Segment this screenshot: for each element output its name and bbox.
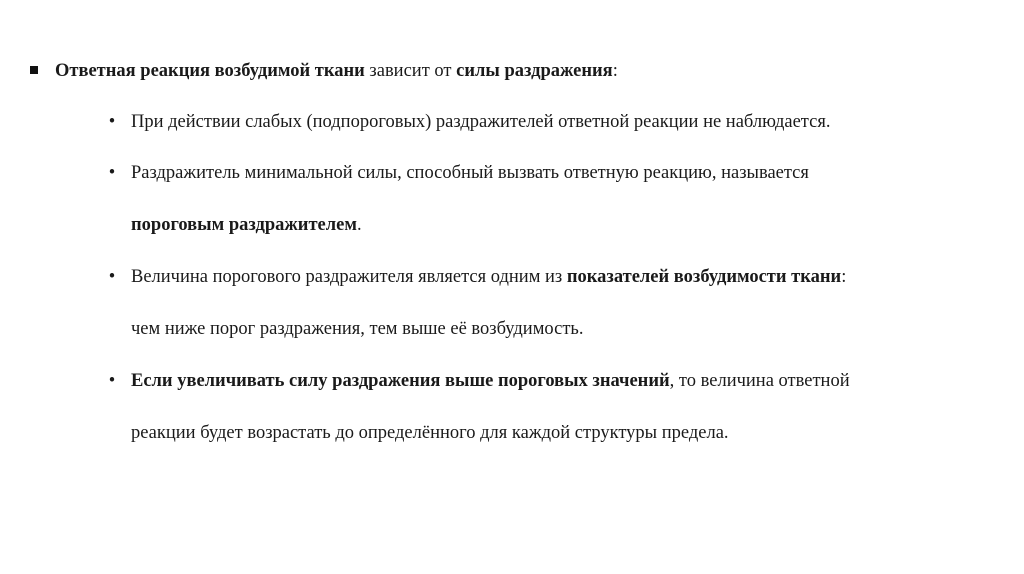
sub-item-3-bold: показателей возбудимости ткани <box>566 267 842 287</box>
sub-item-2-line2 <box>131 212 362 238</box>
sub-item-3-line2: чем ниже порог раздражения, тем выше её возбудимость. <box>131 319 584 339</box>
sub-item-2-text: Раздражитель минимальной силы, способный вызвать ответную реакцию, называется <box>131 163 809 183</box>
dot-bullet-icon: • <box>108 371 116 391</box>
main-text-2: : <box>612 61 618 81</box>
main-bold-2: силы раздражения <box>456 61 613 81</box>
sub-item-3-tail: : <box>841 267 847 287</box>
square-bullet-icon <box>30 66 38 74</box>
sub-item-2-tail: . <box>356 215 362 235</box>
main-bold-1: Ответная реакция возбудимой ткани <box>55 61 365 81</box>
main-bullet-item <box>30 58 618 84</box>
sub-item-2-bold: пороговым раздражителем <box>131 215 357 235</box>
dot-bullet-icon: • <box>108 163 116 183</box>
sub-item-4-tail: , то величина ответной <box>669 371 850 391</box>
dot-bullet-icon: • <box>108 112 116 132</box>
sub-item-3-pre: Величина порогового раздражителя является одним из <box>131 267 567 287</box>
main-text-1: зависит от <box>364 61 457 81</box>
sub-item-4-line1 <box>131 368 850 394</box>
sub-item-3-line1 <box>131 264 846 290</box>
dot-bullet-icon: • <box>108 267 116 287</box>
sub-item-4-line2: реакции будет возрастать до определённого для каждой структуры предела. <box>131 423 729 443</box>
sub-item-1-text: При действии слабых (подпороговых) раздражителей ответной реакции не наблюдается. <box>131 112 831 132</box>
sub-item-4-bold: Если увеличивать силу раздражения выше пороговых значений <box>131 371 670 391</box>
